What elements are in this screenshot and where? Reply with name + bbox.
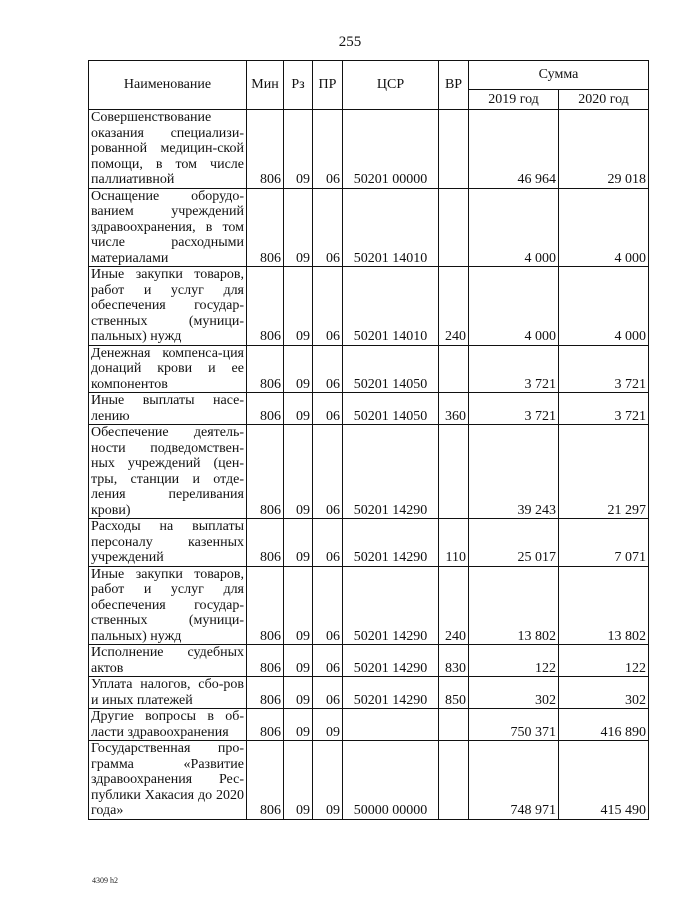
row-min: 806	[247, 566, 284, 645]
row-csr: 50201 14290	[343, 677, 439, 709]
row-min: 806	[247, 519, 284, 567]
table-row	[89, 393, 649, 425]
row-min: 806	[247, 267, 284, 346]
row-name: Денежная компенса-ция донаций крови и ее компонентов	[89, 345, 247, 393]
row-sum-2020: 3 721	[559, 393, 649, 425]
row-sum-2020: 4 000	[559, 188, 649, 267]
table-row	[89, 345, 649, 393]
row-vr: 830	[439, 645, 469, 677]
row-name: Иные закупки товаров, работ и услуг для обеспечения государ-ственных (муници-пальных) нужд	[89, 267, 247, 346]
row-pr: 09	[313, 709, 343, 741]
table-row	[89, 110, 649, 189]
row-rz: 09	[284, 110, 313, 189]
row-pr: 06	[313, 393, 343, 425]
row-sum-2019: 302	[469, 677, 559, 709]
row-sum-2019: 46 964	[469, 110, 559, 189]
row-csr: 50201 14290	[343, 519, 439, 567]
row-name: Обеспечение деятель-ности подведомствен-ных учреждений (цен-тры, станции и отде-ления переливания крови)	[89, 425, 247, 519]
row-vr: 850	[439, 677, 469, 709]
header-csr: ЦСР	[343, 61, 439, 110]
row-min: 806	[247, 645, 284, 677]
header-pr: ПР	[313, 61, 343, 110]
row-pr: 06	[313, 267, 343, 346]
row-csr: 50201 14050	[343, 393, 439, 425]
row-csr: 50201 14290	[343, 645, 439, 677]
row-rz: 09	[284, 645, 313, 677]
table-row	[89, 645, 649, 677]
row-sum-2020: 21 297	[559, 425, 649, 519]
row-sum-2019: 13 802	[469, 566, 559, 645]
row-sum-2019: 25 017	[469, 519, 559, 567]
row-sum-2019: 3 721	[469, 393, 559, 425]
row-rz: 09	[284, 393, 313, 425]
row-vr	[439, 425, 469, 519]
row-name: Иные выплаты насе-лению	[89, 393, 247, 425]
row-name: Другие вопросы в об-ласти здравоохранения	[89, 709, 247, 741]
row-name: Совершенствование оказания специализи-рованной медицин-ской помощи, в том числе паллиативной	[89, 110, 247, 189]
row-vr	[439, 709, 469, 741]
row-name: Иные закупки товаров, работ и услуг для обеспечения государ-ственных (муници-пальных) нужд	[89, 566, 247, 645]
row-vr: 110	[439, 519, 469, 567]
row-pr: 06	[313, 519, 343, 567]
row-min: 806	[247, 425, 284, 519]
table-row	[89, 188, 649, 267]
table-row	[89, 267, 649, 346]
row-sum-2019: 4 000	[469, 267, 559, 346]
row-name: Расходы на выплаты персоналу казенных учреждений	[89, 519, 247, 567]
row-vr	[439, 741, 469, 820]
row-csr	[343, 709, 439, 741]
table-row	[89, 425, 649, 519]
row-sum-2019: 4 000	[469, 188, 559, 267]
footer-code: 4309 h2	[92, 876, 118, 885]
row-pr: 06	[313, 677, 343, 709]
row-vr: 240	[439, 267, 469, 346]
row-min: 806	[247, 741, 284, 820]
row-rz: 09	[284, 345, 313, 393]
row-rz: 09	[284, 677, 313, 709]
budget-table	[88, 60, 649, 820]
row-pr: 06	[313, 110, 343, 189]
row-min: 806	[247, 677, 284, 709]
row-rz: 09	[284, 425, 313, 519]
row-csr: 50201 00000	[343, 110, 439, 189]
row-vr: 240	[439, 566, 469, 645]
row-min: 806	[247, 110, 284, 189]
header-sum: Сумма	[469, 61, 649, 90]
row-name: Исполнение судебных актов	[89, 645, 247, 677]
table-row	[89, 566, 649, 645]
header-year-2019: 2019 год	[469, 89, 559, 109]
row-name: Оснащение оборудо-ванием учреждений здравоохранения, в том числе расходными материалами	[89, 188, 247, 267]
row-pr: 06	[313, 645, 343, 677]
row-min: 806	[247, 345, 284, 393]
row-vr: 360	[439, 393, 469, 425]
row-vr	[439, 345, 469, 393]
row-sum-2020: 4 000	[559, 267, 649, 346]
row-csr: 50201 14010	[343, 188, 439, 267]
row-csr: 50000 00000	[343, 741, 439, 820]
row-rz: 09	[284, 519, 313, 567]
row-sum-2019: 122	[469, 645, 559, 677]
row-rz: 09	[284, 188, 313, 267]
row-sum-2020: 122	[559, 645, 649, 677]
row-sum-2020: 415 490	[559, 741, 649, 820]
row-name: Государственная про-грамма «Развитие здравоохранения Рес-публики Хакасия до 2020 года»	[89, 741, 247, 820]
row-sum-2020: 3 721	[559, 345, 649, 393]
page-number: 255	[338, 34, 362, 50]
table-row	[89, 741, 649, 820]
row-rz: 09	[284, 267, 313, 346]
row-sum-2020: 416 890	[559, 709, 649, 741]
header-name: Наименование	[89, 61, 247, 110]
row-sum-2019: 748 971	[469, 741, 559, 820]
row-csr: 50201 14010	[343, 267, 439, 346]
row-vr	[439, 110, 469, 189]
row-pr: 06	[313, 425, 343, 519]
row-csr: 50201 14050	[343, 345, 439, 393]
row-sum-2019: 3 721	[469, 345, 559, 393]
header-min: Мин	[247, 61, 284, 110]
header-vr: ВР	[439, 61, 469, 110]
header-rz: Рз	[284, 61, 313, 110]
row-min: 806	[247, 188, 284, 267]
row-rz: 09	[284, 709, 313, 741]
row-csr: 50201 14290	[343, 425, 439, 519]
row-vr	[439, 188, 469, 267]
row-pr: 06	[313, 345, 343, 393]
row-pr: 09	[313, 741, 343, 820]
row-pr: 06	[313, 566, 343, 645]
row-sum-2020: 7 071	[559, 519, 649, 567]
row-rz: 09	[284, 566, 313, 645]
header-year-2020: 2020 год	[559, 89, 649, 109]
row-sum-2020: 13 802	[559, 566, 649, 645]
table-row	[89, 519, 649, 567]
table-row	[89, 677, 649, 709]
row-sum-2019: 39 243	[469, 425, 559, 519]
row-rz: 09	[284, 741, 313, 820]
table-row	[89, 709, 649, 741]
row-sum-2020: 302	[559, 677, 649, 709]
row-pr: 06	[313, 188, 343, 267]
row-name: Уплата налогов, сбо-ров и иных платежей	[89, 677, 247, 709]
row-min: 806	[247, 393, 284, 425]
row-min: 806	[247, 709, 284, 741]
row-csr: 50201 14290	[343, 566, 439, 645]
row-sum-2019: 750 371	[469, 709, 559, 741]
row-sum-2020: 29 018	[559, 110, 649, 189]
